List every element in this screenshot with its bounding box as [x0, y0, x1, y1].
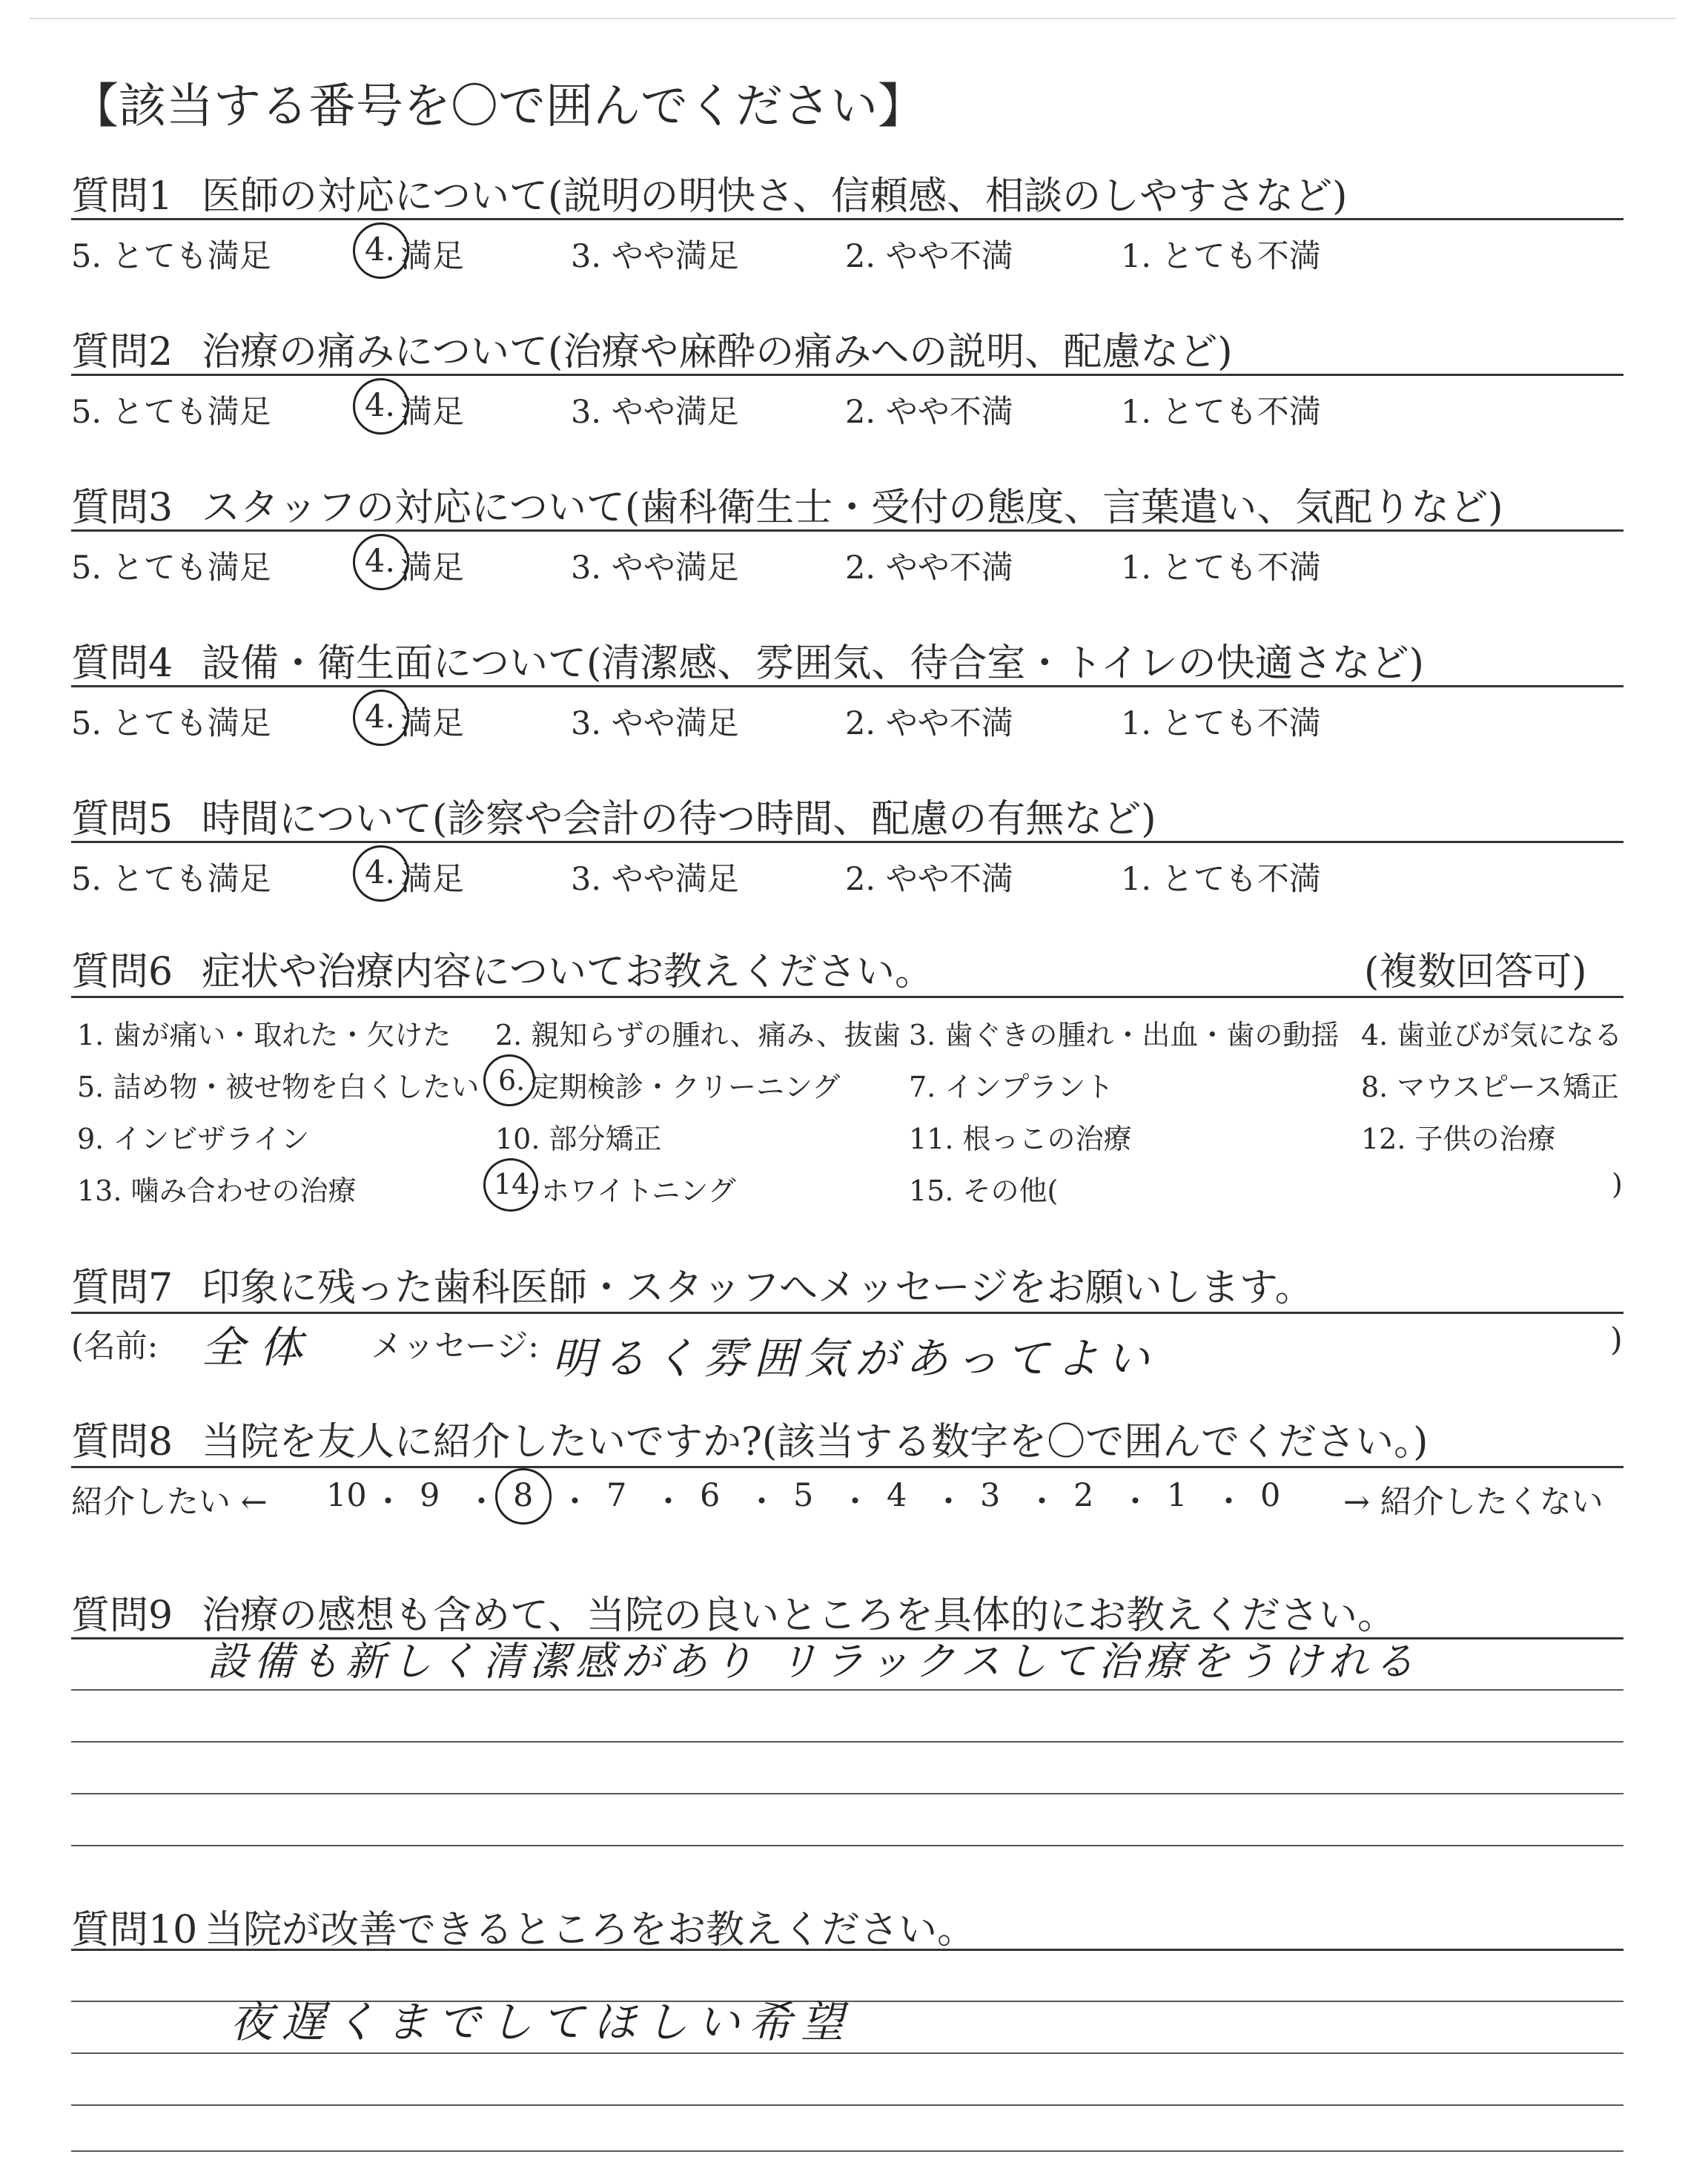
q4-option-4-number[interactable]: 4. [365, 698, 396, 736]
q5-label: 質問5 [71, 797, 173, 842]
q6-option-15-close: ) [1612, 1168, 1623, 1200]
q9-text: 治療の感想も含めて、当院の良いところを具体的にお教えください。 [202, 1593, 1396, 1638]
q8-scale-4[interactable]: 4 [887, 1477, 907, 1514]
q10-rule [71, 1949, 1623, 1951]
q5-text: 時間について(診察や会計の待つ時間、配慮の有無など) [202, 797, 1156, 842]
q8-scale-1[interactable]: 1 [1167, 1477, 1188, 1514]
q8-rule [71, 1466, 1623, 1468]
q6-option-1[interactable]: 1. 歯が痛い・取れた・欠けた [77, 1019, 451, 1051]
q2-label: 質問2 [71, 330, 173, 374]
q4-option-2[interactable]: 2. やや不満 [845, 705, 1013, 742]
q1-option-5[interactable]: 5. とても満足 [71, 238, 271, 275]
q8-selected-circle [495, 1468, 552, 1525]
q3-option-4-text[interactable]: 満足 [400, 549, 464, 587]
q5-option-1[interactable]: 1. とても不満 [1121, 861, 1321, 898]
q9-answer-line-1 [71, 1689, 1623, 1691]
q8-scale-7[interactable]: 7 [606, 1477, 627, 1514]
q2-option-4-text[interactable]: 満足 [400, 394, 464, 431]
q6-option-9[interactable]: 9. インビザライン [77, 1123, 310, 1155]
q2-option-2[interactable]: 2. やや不満 [845, 394, 1013, 431]
q6-option-15[interactable]: 15. その他( [909, 1175, 1059, 1207]
q4-selected-circle [353, 690, 409, 746]
q8-scale-dot: ・ [839, 1484, 871, 1521]
q10-answer[interactable]: 夜遅くまでしてほしい希望 [230, 1997, 853, 2047]
q5-option-5[interactable]: 5. とても満足 [71, 861, 271, 898]
q8-scale-0[interactable]: 0 [1260, 1477, 1281, 1514]
q5-option-4-text[interactable]: 満足 [400, 861, 464, 898]
q8-label: 質問8 [71, 1420, 173, 1464]
q9-answer-line-4 [71, 1845, 1623, 1846]
q8-scale-dot: ・ [372, 1484, 404, 1521]
q2-rule [71, 374, 1623, 376]
q4-option-5[interactable]: 5. とても満足 [71, 705, 271, 742]
q10-answer-line-2 [71, 2052, 1623, 2054]
q1-option-4-text[interactable]: 満足 [400, 238, 464, 275]
q5-option-2[interactable]: 2. やや不満 [845, 861, 1013, 898]
q2-option-4-number[interactable]: 4. [365, 387, 396, 424]
q1-option-3[interactable]: 3. やや満足 [571, 238, 739, 275]
page-top-edge [30, 18, 1675, 19]
q5-rule [71, 841, 1623, 843]
q6-option-6-text[interactable]: 定期検診・クリーニング [531, 1071, 841, 1103]
q6-option-6-number[interactable]: 6. [498, 1064, 526, 1097]
q8-scale-6[interactable]: 6 [700, 1477, 721, 1514]
q2-text: 治療の痛みについて(治療や麻酔の痛みへの説明、配慮など) [202, 330, 1233, 374]
q9-answer[interactable]: 設備も新しく清潔感があり リラックスして治療をうけれる [208, 1638, 1420, 1685]
q2-option-3[interactable]: 3. やや満足 [571, 394, 739, 431]
q6-option-13[interactable]: 13. 噛み合わせの治療 [77, 1175, 357, 1207]
q8-scale-dot: ・ [1213, 1484, 1245, 1521]
q6-text: 症状や治療内容についてお教えください。 [202, 950, 933, 994]
q6-note: (複数回答可) [1364, 950, 1587, 994]
q10-answer-line-3 [71, 2104, 1623, 2106]
q1-selected-circle [353, 222, 409, 279]
q8-text: 当院を友人に紹介したいですか?(該当する数字を〇で囲んでください。) [202, 1420, 1429, 1464]
q8-scale-dot: ・ [1026, 1484, 1058, 1521]
q3-option-2[interactable]: 2. やや不満 [845, 549, 1013, 587]
q5-option-4-number[interactable]: 4. [365, 854, 396, 891]
q3-option-4-number[interactable]: 4. [365, 543, 396, 580]
q3-rule [71, 529, 1623, 532]
q6-option-6-selected-circle [483, 1054, 535, 1106]
q5-selected-circle [353, 845, 409, 902]
q5-option-3[interactable]: 3. やや満足 [571, 861, 739, 898]
q8-left-label: 紹介したい ← [71, 1484, 268, 1521]
q1-option-1[interactable]: 1. とても不満 [1121, 238, 1321, 275]
q8-scale-dot: ・ [466, 1484, 497, 1521]
q4-option-1[interactable]: 1. とても不満 [1121, 705, 1321, 742]
q3-option-3[interactable]: 3. やや満足 [571, 549, 739, 587]
q3-option-5[interactable]: 5. とても満足 [71, 549, 271, 587]
q1-option-2[interactable]: 2. やや不満 [845, 238, 1013, 275]
q8-right-label: → 紹介したくない [1343, 1484, 1603, 1521]
q2-selected-circle [353, 378, 409, 435]
q3-label: 質問3 [71, 486, 173, 530]
q8-scale-8[interactable]: 8 [513, 1477, 534, 1514]
q8-scale-2[interactable]: 2 [1073, 1477, 1094, 1514]
q6-option-14-selected-circle [483, 1158, 538, 1212]
q3-text: スタッフの対応について(歯科衛生士・受付の態度、言葉遣い、気配りなど) [202, 486, 1503, 530]
q7-close-paren: ) [1610, 1321, 1623, 1358]
q7-name-label: (名前: [71, 1328, 159, 1365]
q7-text: 印象に残った歯科医師・スタッフへメッセージをお願いします。 [202, 1266, 1314, 1310]
q8-scale-dot: ・ [652, 1484, 684, 1521]
q1-option-4-number[interactable]: 4. [365, 231, 396, 268]
q4-rule [71, 685, 1623, 687]
q6-option-4[interactable]: 4. 歯並びが気になる [1361, 1019, 1623, 1051]
q3-selected-circle [353, 534, 409, 590]
q6-option-14-number[interactable]: 14. [494, 1168, 539, 1200]
q6-option-14-text[interactable]: ホワイトニング [541, 1175, 736, 1207]
q7-name-value[interactable]: 全体 [202, 1322, 318, 1373]
q1-text: 医師の対応について(説明の明快さ、信頼感、相談のしやすさなど) [202, 174, 1348, 219]
q2-option-1[interactable]: 1. とても不満 [1121, 394, 1321, 431]
q9-label: 質問9 [71, 1593, 173, 1638]
q6-option-10[interactable]: 10. 部分矯正 [495, 1123, 662, 1155]
q6-rule [71, 996, 1623, 998]
q6-option-7[interactable]: 7. インプラント [909, 1071, 1114, 1103]
q9-answer-line-3 [71, 1793, 1623, 1794]
q6-option-8[interactable]: 8. マウスピース矯正 [1361, 1071, 1619, 1103]
q10-text: 当院が改善できるところをお教えください。 [205, 1908, 976, 1952]
q6-option-11[interactable]: 11. 根っこの治療 [909, 1123, 1132, 1155]
q1-rule [71, 218, 1623, 220]
q4-option-3[interactable]: 3. やや満足 [571, 705, 739, 742]
q3-option-1[interactable]: 1. とても不満 [1121, 549, 1321, 587]
q6-label: 質問6 [71, 950, 173, 994]
q8-scale-3[interactable]: 3 [980, 1477, 1001, 1514]
q2-option-5[interactable]: 5. とても満足 [71, 394, 271, 431]
q8-scale-dot: ・ [746, 1484, 778, 1521]
q10-answer-line-4 [71, 2150, 1623, 2152]
q8-scale-9[interactable]: 9 [420, 1477, 440, 1514]
q8-scale-dot: ・ [559, 1484, 591, 1521]
q7-message-label: メッセージ: [371, 1328, 539, 1365]
q8-scale-dot: ・ [933, 1484, 964, 1521]
q10-label: 質問10 [71, 1908, 198, 1952]
page-title: 【該当する番号を〇で囲んでください】 [71, 79, 925, 134]
q4-text: 設備・衛生面について(清潔感、雰囲気、待合室・トイレの快適さなど) [202, 641, 1424, 686]
q7-label: 質問7 [71, 1266, 173, 1310]
q6-option-12[interactable]: 12. 子供の治療 [1361, 1123, 1556, 1155]
q8-scale-dot: ・ [1119, 1484, 1151, 1521]
q8-scale-5[interactable]: 5 [793, 1477, 814, 1514]
q4-label: 質問4 [71, 641, 173, 686]
q7-message-value[interactable]: 明るく雰囲気があってよい [552, 1333, 1157, 1384]
q4-option-4-text[interactable]: 満足 [400, 705, 464, 742]
q6-option-2[interactable]: 2. 親知らずの腫れ、痛み、抜歯 [495, 1019, 901, 1051]
q6-option-3[interactable]: 3. 歯ぐきの腫れ・出血・歯の動揺 [909, 1019, 1340, 1051]
q1-label: 質問1 [71, 174, 173, 219]
q6-option-5[interactable]: 5. 詰め物・被せ物を白くしたい [77, 1071, 480, 1103]
q8-scale-10[interactable]: 10 [326, 1477, 367, 1514]
q9-answer-line-2 [71, 1741, 1623, 1743]
